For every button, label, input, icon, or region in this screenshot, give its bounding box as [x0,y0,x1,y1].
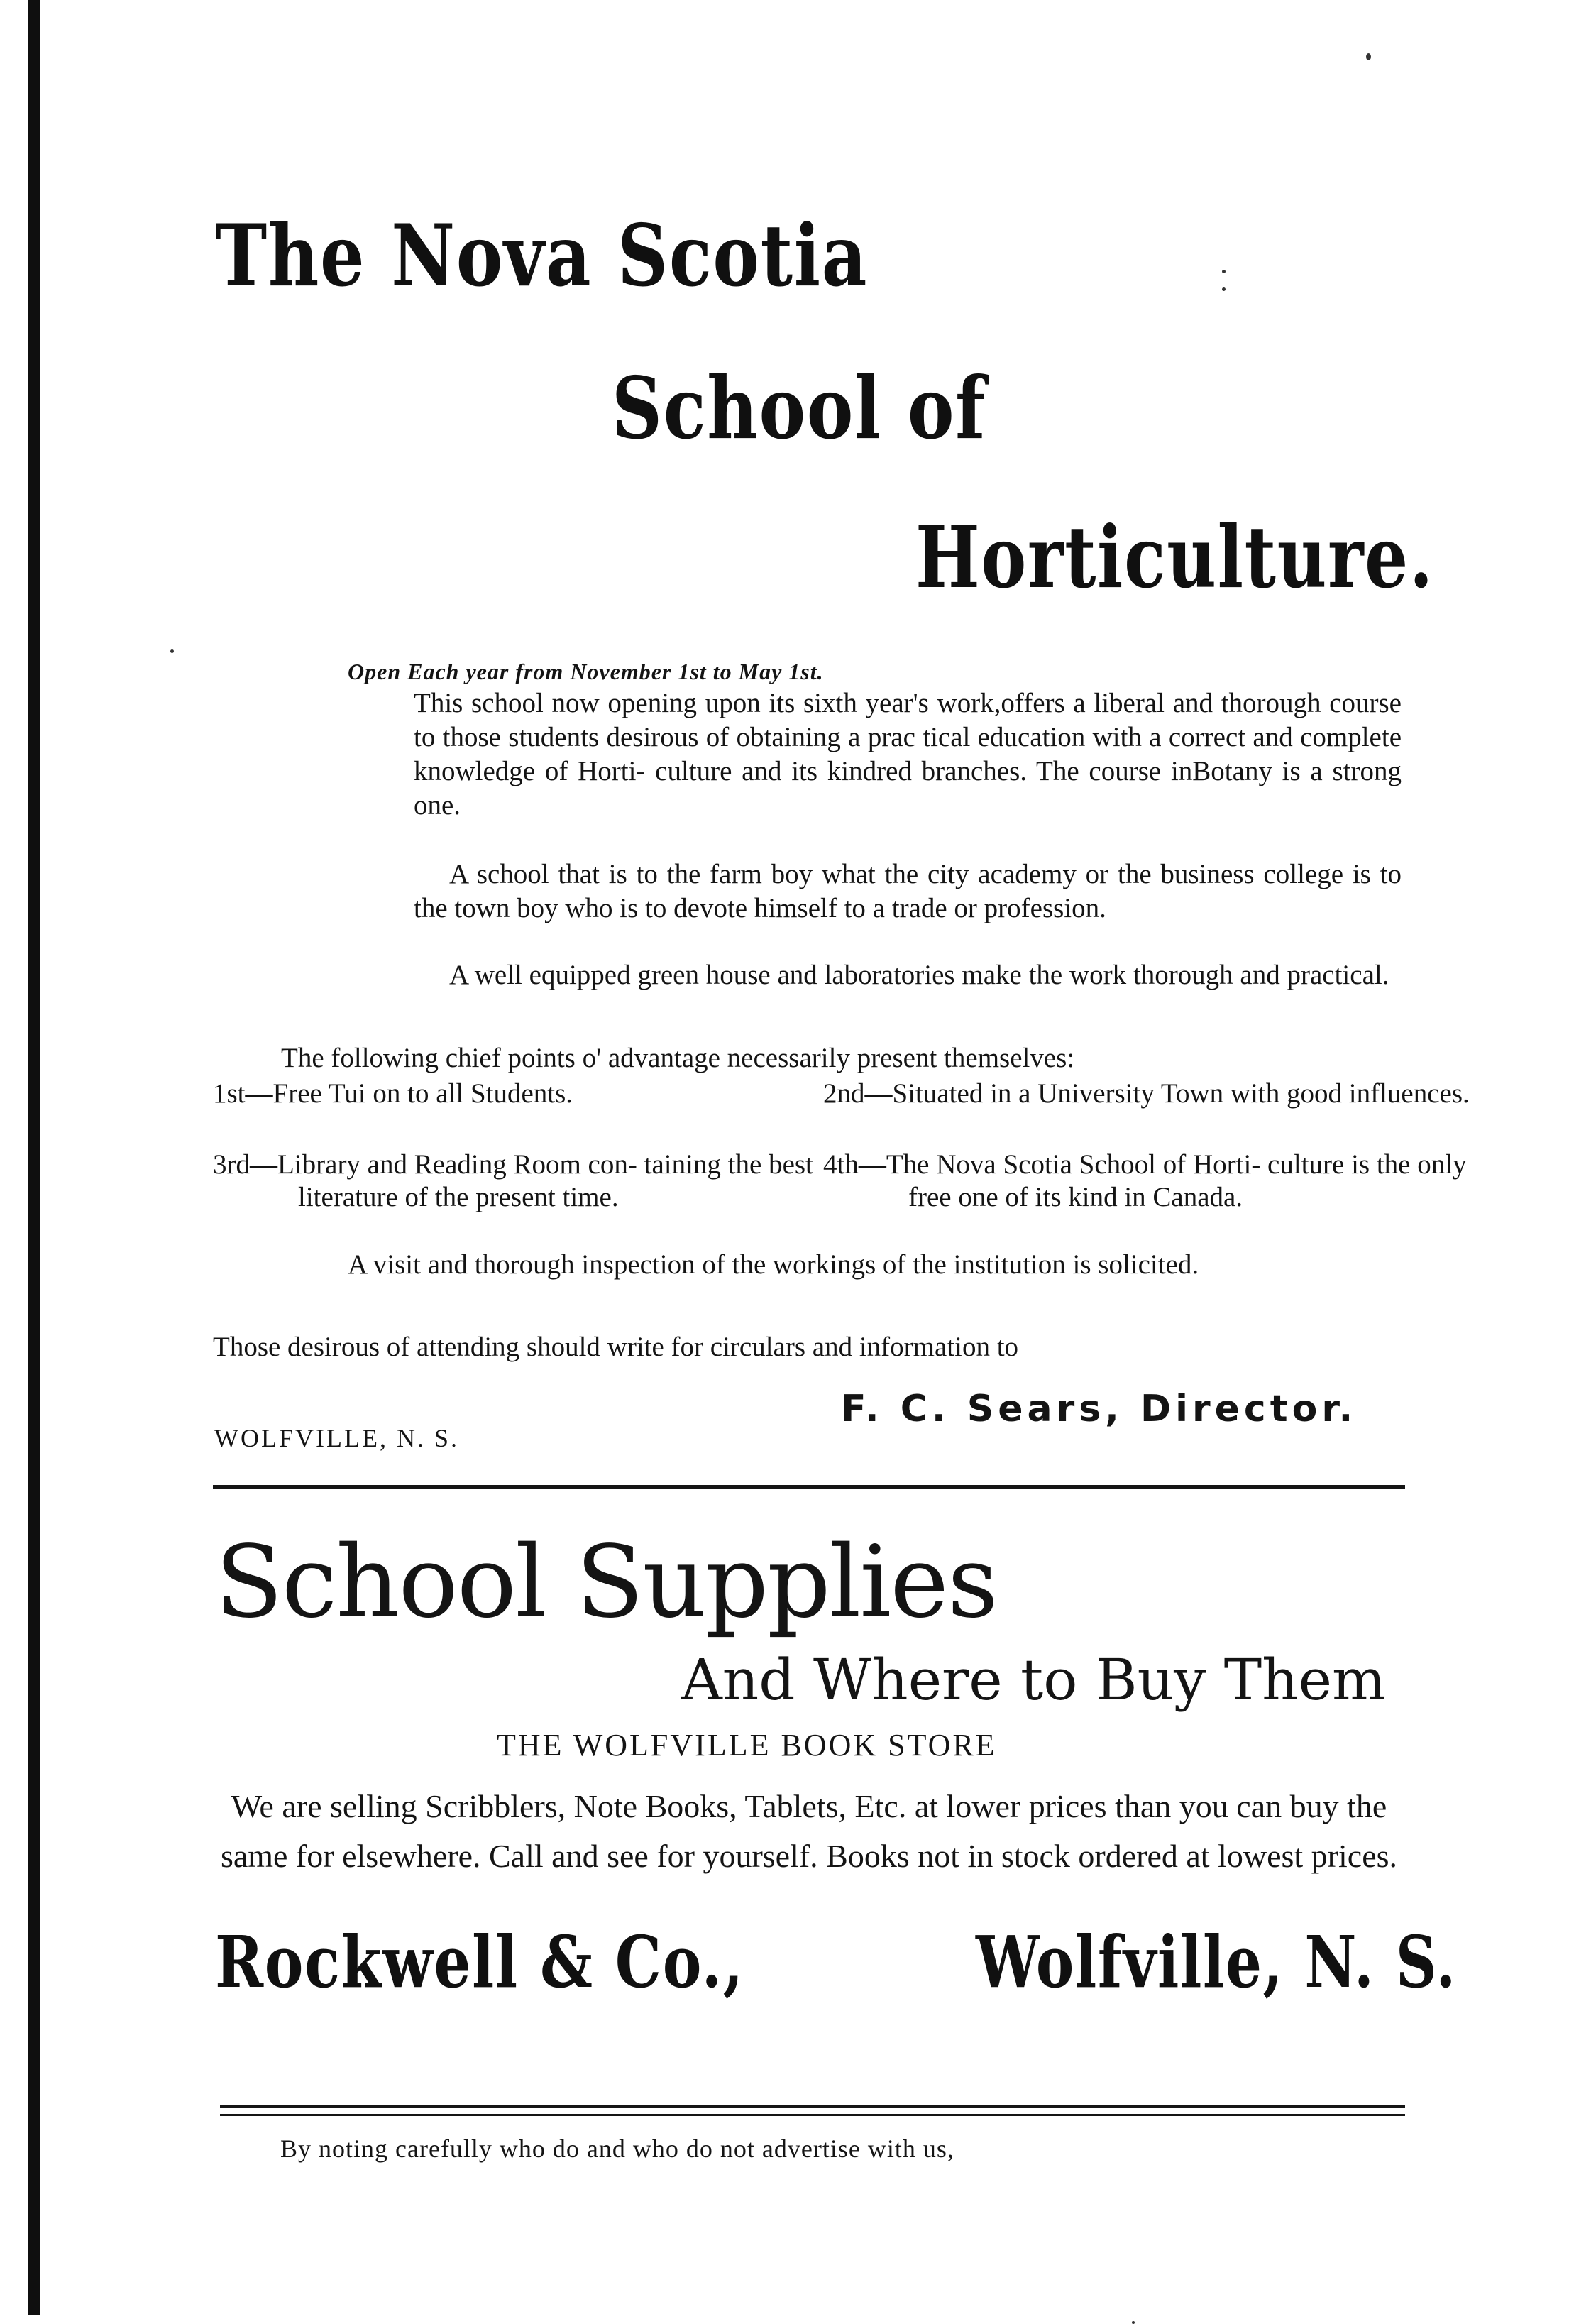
scan-speck [170,649,174,653]
advantage-item-1: 1st—Free Tui on to all Students. [213,1078,573,1109]
section-divider [213,1485,1405,1489]
horticulture-title-line-2: School of [612,358,987,459]
company-name: Rockwell & Co., [215,1920,744,2004]
town-location: WOLFVILLE, N. S. [214,1424,459,1452]
footer-note: By noting carefully who do and who do not advertise with us, [280,2134,954,2163]
scan-speck [1222,287,1226,291]
circulars-request: Those desirous of attending should write for circulars and information to [213,1332,1019,1362]
scan-speck [1222,270,1226,273]
scan-speck [1132,2321,1135,2324]
school-description-paragraph: This school now opening upon its sixth year's work,offers a liberal and thorough course to those students desirous of obtaining a prac tical education with a correct and complete knowledge of Horti- culture and its kindred branches. The course inBotany is a strong one. [414,688,1402,821]
horticulture-title-line-1: The Nova Scotia [215,206,869,306]
footer-rule-lower [220,2114,1405,2116]
visit-invitation: A visit and thorough inspection of the workings of the institution is solicited. [348,1249,1199,1280]
footer-rule-upper [220,2105,1405,2108]
open-dates-line: Open Each year from November 1st to May 1st. [348,659,824,684]
company-location: Wolfville, N. S. [976,1920,1457,2004]
director-signature: F. C. Sears, Director. [841,1388,1358,1430]
advantage-item-4: 4th—The Nova Scotia School of Horti- culture is the only free one of its kind in Canada. [823,1149,1467,1212]
advantages-intro: The following chief points o' advantage necessarily present themselves: [281,1043,1075,1073]
horticulture-title-line-3: Horticulture. [915,508,1434,608]
supplies-subhead: And Where to Buy Them [681,1647,1386,1713]
supplies-body: We are selling Scribblers, Note Books, Tablets, Etc. at lower prices than you can buy the same for elsewhere. Call and see for yourself. Books not in stock ordered at lowest prices. [220,1788,1398,1874]
advantage-item-3: 3rd—Library and Reading Room con- taining the best literature of the present time. [213,1149,813,1212]
bookstore-name: THE WOLFVILLE BOOK STORE [497,1728,997,1763]
advantage-item-2: 2nd—Situated in a University Town with good influences. [823,1078,1470,1109]
supplies-headline: School Supplies [215,1525,997,1640]
farm-boy-paragraph: A school that is to the farm boy what the city academy or the business college is to the town boy who is to devote himself to a trade or profession. [414,859,1402,923]
page-binding-edge [28,0,40,2315]
scan-speck [1366,53,1371,60]
greenhouse-paragraph: A well equipped green house and laboratories make the work thorough and practical. [449,960,1389,990]
